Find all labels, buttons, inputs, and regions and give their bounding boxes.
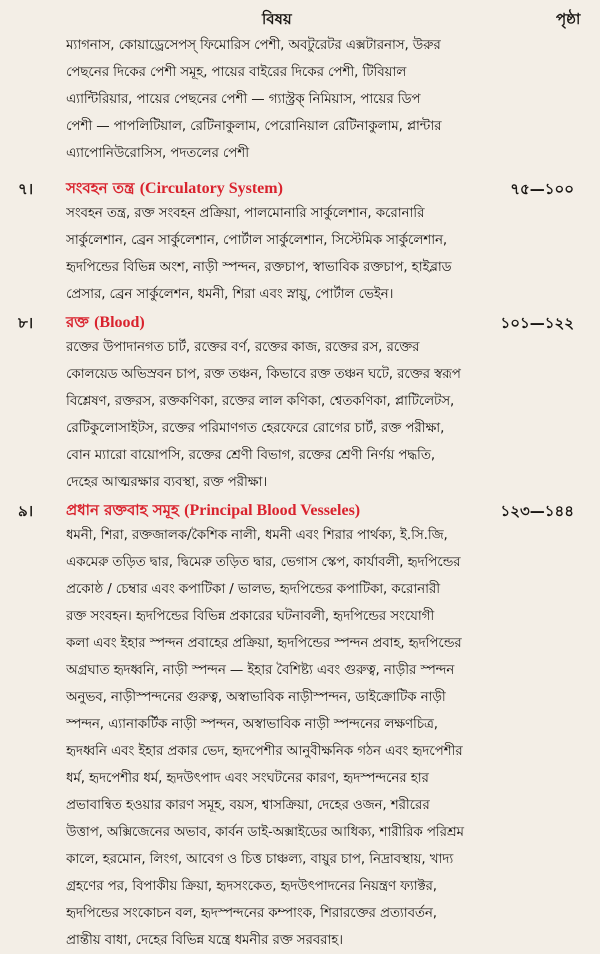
text-line: সংবহন তন্ত্র, রক্ত সংবহন প্রক্রিয়া, পালমোনারি সার্কুলেশান, করোনারি	[66, 206, 425, 221]
section-title	[66, 311, 145, 336]
section-page-range: ১২৩—১৪৪	[500, 502, 574, 520]
intro-block	[66, 32, 586, 167]
text-line: কালে, হরমোন, লিংগ, আবেগ ও চিত্ত চাঞ্চল্য, বায়ুর চাপ, নিদ্রাবস্থায়, খাদ্য	[66, 852, 454, 867]
text-line: এ্যাপোনিউরোসিস, পদতলের পেশী	[66, 146, 249, 161]
text-line: প্রেসার, ব্রেন সার্কুলেশন, ধমনী, শিরা এবং স্নায়ু, পোর্টাল ভেইন।	[66, 287, 394, 302]
text-line: পেছনের দিকের পেশী সমূহ, পায়ের বাইরের দিকের পেশী, টিবিয়াল	[66, 65, 407, 80]
text-line: বোন ম্যারো বায়োপসি, রক্তের শ্রেণী বিভাগ, রক্তের শ্রেণী নির্ণয় পদ্ধতি,	[66, 448, 435, 463]
text-line: স্পন্দন, এ্যানাকর্টিক নাড়ী স্পন্দন, অস্বাভাবিক নাড়ী স্পন্দনের লক্ষণচিত্র,	[66, 717, 438, 732]
section-page-range: ১০১—১২২	[500, 314, 574, 332]
text-line: রক্তের উপাদানগত চার্ট, রক্তের বর্ণ, রক্তের কাজ, রক্তের রস, রক্তের	[66, 340, 420, 355]
section-number: ৮।	[18, 314, 34, 332]
section-title-bn: প্রধান রক্তবাহ সমূহ	[66, 501, 179, 519]
text-line: কোলয়েড অভিস্রবন চাপ, রক্ত তঞ্চন, কিভাবে রক্ত তঞ্চন ঘটে, রক্তের স্বরূপ	[66, 367, 461, 382]
section-number: ৯।	[18, 502, 34, 520]
text-line: কলা এবং ইহার স্পন্দন প্রবাহের প্রক্রিয়া, হৃদপিন্ডের স্পন্দন প্রবাহ, হৃদপিন্ডের	[66, 636, 462, 651]
text-line: অনুভব, নাড়ীস্পন্দনের গুরুত্ব, অস্বাভাবিক নাড়ীস্পন্দন, ডাইক্রোটিক নাড়ী	[66, 690, 446, 705]
text-line: রেটিকুলোসাইটস, রক্তের পরিমাণগত হেরফেরে রোগের চার্ট, রক্ত পরীক্ষা,	[66, 421, 445, 436]
section-body	[66, 200, 586, 308]
section-body	[66, 334, 586, 496]
section-number: ৭।	[18, 180, 34, 198]
section-title-en: (Circulatory System)	[139, 180, 283, 197]
text-line: অগ্রঘাত হৃদধ্বনি, নাড়ী স্পন্দন — ইহার বৈশিষ্ট্য এবং গুরুত্ব, নাড়ীর স্পন্দন	[66, 663, 455, 678]
section-page-range: ৭৫—১০০	[510, 180, 574, 198]
text-line: প্রান্তীয় বাধা, দেহের বিভিন্ন যন্ত্রে ধমনীর রক্ত সরবরাহ।	[66, 933, 343, 948]
text-line: প্রভাবান্বিত হওয়ার কারণ সমূহ, বয়স, শ্বাসক্রিয়া, দেহের ওজন, শরীরের	[66, 798, 430, 813]
text-line: ম্যাগনাস, কোয়াড্রেসেপস্ ফিমোরিস পেশী, অবটুরেটর এক্সটারনাস, উরুর	[66, 38, 441, 53]
text-line: বিশ্লেষণ, রক্তরস, রক্তকণিকা, রক্তের লাল কণিকা, শ্বেতকণিকা, প্লাটিলেটস,	[66, 394, 455, 409]
section-title	[66, 499, 360, 524]
text-line: উত্তাপ, অক্সিজেনের অভাব, কার্বন ডাই-অক্সাইডের আধিক্য, শারীরিক পরিশ্রম	[66, 825, 464, 840]
text-line: প্রকোষ্ঠ / চেম্বার এবং কপাটিকা / ভালভ, হৃদপিন্ডের কপাটিকা, করোনারী	[66, 582, 441, 597]
text-line: সার্কুলেশান, ব্রেন সার্কুলেশান, পোর্টাল সার্কুলেশান, সিস্টেমিক সার্কুলেশান,	[66, 233, 448, 248]
text-line: হৃদধ্বনি এবং ইহার প্রকার ভেদ, হৃদপেশীর আনুবীক্ষনিক গঠন এবং হৃদপেশীর	[66, 744, 463, 759]
text-line: এ্যান্টিরিয়ার, পায়ের পেছনের পেশী — গ্যাস্ট্রক্ নিমিয়াস, পায়ের ডিপ	[66, 92, 421, 107]
text-line: একমেরু তড়িত দ্বার, দ্বিমেরু তড়িত দ্বার, ভেগাস স্কেপ, কার্যাবলী, হৃদপিন্ডের	[66, 555, 461, 570]
header-page: পৃষ্ঠা	[556, 10, 581, 28]
text-line: গ্রহণের পর, বিপাকীয় ক্রিয়া, হৃদসংকেত, হৃদউৎপাদনের নিয়ন্ত্রণ ফ্যাক্টর,	[66, 879, 437, 894]
text-line: ধর্ম, হৃদপেশীর ধর্ম, হৃদউৎপাদ এবং সংঘটনের কারণ, হৃদস্পন্দনের হার	[66, 771, 429, 786]
section-title	[66, 177, 283, 202]
text-line: দেহের আত্মরক্ষার ব্যবস্থা, রক্ত পরীক্ষা।	[66, 475, 268, 490]
text-line: হৃদপিন্ডের বিভিন্ন অংশ, নাড়ী স্পন্দন, রক্তচাপ, স্বাভাবিক রক্তচাপ, হাইব্লাড	[66, 260, 452, 275]
text-line: পেশী — পাপলিটিয়াল, রেটিনাকুলাম, পেরোনিয়াল রেটিনাকুলাম, প্লান্টার	[66, 119, 442, 134]
section-title-en: (Blood)	[94, 314, 145, 331]
text-line: ধমনী, শিরা, রক্তজালক/কৈশিক নালী, ধমনী এবং শিরার পার্থক্য, ই.সি.জি,	[66, 528, 448, 543]
header-subject: বিষয়	[262, 10, 292, 28]
section-title-bn: রক্ত	[66, 313, 89, 331]
text-line: রক্ত সংবহন। হৃদপিন্ডের বিভিন্ন প্রকারের ঘটনাবলী, হৃদপিন্ডের সংযোগী	[66, 609, 435, 624]
text-line: হৃদপিন্ডের সংকোচন বল, হৃদস্পন্দনের কম্পাংক, শিরারক্তের প্রত্যাবর্তন,	[66, 906, 437, 921]
section-body	[66, 522, 586, 954]
section-title-bn: সংবহন তন্ত্র	[66, 179, 135, 197]
section-title-en: (Principal Blood Vesseles)	[184, 502, 361, 519]
